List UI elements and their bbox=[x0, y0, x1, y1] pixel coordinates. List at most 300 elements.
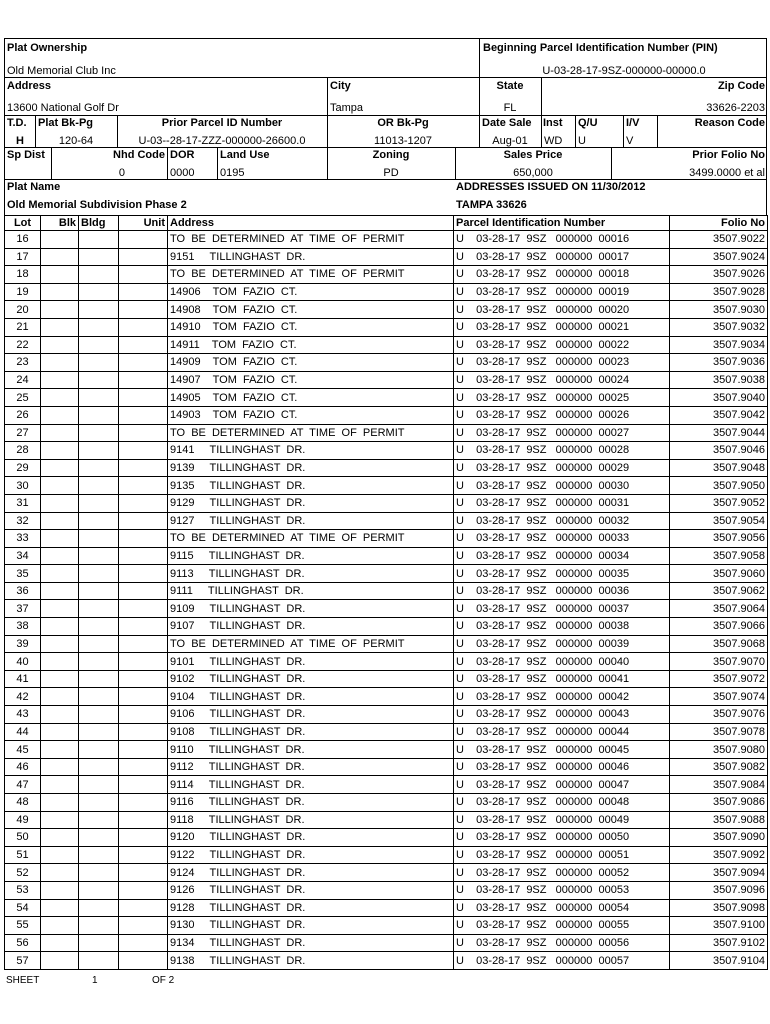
blk-cell bbox=[41, 723, 79, 741]
folio-cell: 3507.9046 bbox=[670, 442, 768, 460]
land-use-label: Land Use bbox=[220, 149, 270, 161]
bldg-cell bbox=[79, 389, 119, 407]
folio-cell: 3507.9036 bbox=[670, 354, 768, 372]
unit-cell bbox=[119, 635, 168, 653]
lot-cell: 37 bbox=[5, 600, 41, 618]
qu-value: U bbox=[578, 135, 586, 147]
lot-cell: 42 bbox=[5, 688, 41, 706]
address-cell: 9112 TILLINGHAST DR. bbox=[168, 758, 454, 776]
pin-cell: U 03-28-17 9SZ 000000 00051 bbox=[454, 846, 670, 864]
unit-cell bbox=[119, 442, 168, 460]
pin-cell: U 03-28-17 9SZ 000000 00028 bbox=[454, 442, 670, 460]
pin-cell: U 03-28-17 9SZ 000000 00029 bbox=[454, 459, 670, 477]
table-row bbox=[5, 547, 768, 565]
bldg-cell bbox=[79, 494, 119, 512]
folio-cell: 3507.9100 bbox=[670, 917, 768, 935]
table-row bbox=[5, 582, 768, 600]
table-row bbox=[5, 952, 768, 970]
bldg-cell bbox=[79, 565, 119, 583]
blk-cell bbox=[41, 794, 79, 812]
td-value: H bbox=[16, 135, 24, 147]
unit-cell bbox=[119, 653, 168, 671]
lot-cell: 55 bbox=[5, 917, 41, 935]
folio-cell: 3507.9072 bbox=[670, 670, 768, 688]
pin-cell: U 03-28-17 9SZ 000000 00019 bbox=[454, 283, 670, 301]
address-cell: 14911 TOM FAZIO CT. bbox=[168, 336, 454, 354]
lot-cell: 54 bbox=[5, 899, 41, 917]
sheet-number: 1 bbox=[92, 975, 98, 986]
folio-cell: 3507.9030 bbox=[670, 301, 768, 319]
table-row bbox=[5, 934, 768, 952]
address-cell: 9104 TILLINGHAST DR. bbox=[168, 688, 454, 706]
bldg-cell bbox=[79, 723, 119, 741]
blk-cell bbox=[41, 776, 79, 794]
pin-cell: U 03-28-17 9SZ 000000 00039 bbox=[454, 635, 670, 653]
unit-cell bbox=[119, 266, 168, 284]
folio-cell: 3507.9060 bbox=[670, 565, 768, 583]
lot-cell: 41 bbox=[5, 670, 41, 688]
bldg-cell bbox=[79, 864, 119, 882]
bldg-cell bbox=[79, 917, 119, 935]
beginning-pin-value: U-03-28-17-9SZ-000000-00000.0 bbox=[542, 65, 706, 77]
lot-cell: 53 bbox=[5, 881, 41, 899]
inst-label: Inst bbox=[543, 117, 563, 129]
bldg-cell bbox=[79, 336, 119, 354]
address-cell: 9106 TILLINGHAST DR. bbox=[168, 706, 454, 724]
address-cell: TO BE DETERMINED AT TIME OF PERMIT bbox=[168, 635, 454, 653]
pin-cell: U 03-28-17 9SZ 000000 00032 bbox=[454, 512, 670, 530]
table-row bbox=[5, 231, 768, 249]
unit-cell bbox=[119, 811, 168, 829]
address-cell: 9114 TILLINGHAST DR. bbox=[168, 776, 454, 794]
table-row bbox=[5, 442, 768, 460]
unit-cell bbox=[119, 406, 168, 424]
unit-cell bbox=[119, 565, 168, 583]
pin-cell: U 03-28-17 9SZ 000000 00055 bbox=[454, 917, 670, 935]
address-cell: 9101 TILLINGHAST DR. bbox=[168, 653, 454, 671]
address-cell: 14908 TOM FAZIO CT. bbox=[168, 301, 454, 319]
bldg-cell bbox=[79, 406, 119, 424]
blk-cell bbox=[41, 653, 79, 671]
lot-cell: 33 bbox=[5, 530, 41, 548]
pin-cell: U 03-28-17 9SZ 000000 00024 bbox=[454, 371, 670, 389]
folio-cell: 3507.9044 bbox=[670, 424, 768, 442]
folio-cell: 3507.9098 bbox=[670, 899, 768, 917]
table-row bbox=[5, 459, 768, 477]
bldg-cell bbox=[79, 934, 119, 952]
bldg-cell bbox=[79, 442, 119, 460]
land-use-value: 0195 bbox=[220, 167, 245, 179]
bldg-cell bbox=[79, 952, 119, 970]
blk-cell bbox=[41, 952, 79, 970]
folio-cell: 3507.9054 bbox=[670, 512, 768, 530]
bldg-cell bbox=[79, 477, 119, 495]
pin-cell: U 03-28-17 9SZ 000000 00034 bbox=[454, 547, 670, 565]
td-label: T.D. bbox=[7, 117, 27, 129]
table-row bbox=[5, 494, 768, 512]
unit-cell bbox=[119, 829, 168, 847]
pin-cell: U 03-28-17 9SZ 000000 00049 bbox=[454, 811, 670, 829]
folio-cell: 3507.9022 bbox=[670, 231, 768, 249]
table-row bbox=[5, 600, 768, 618]
blk-cell bbox=[41, 301, 79, 319]
or-bk-pg-label: OR Bk-Pg bbox=[377, 117, 429, 129]
pin-cell: U 03-28-17 9SZ 000000 00043 bbox=[454, 706, 670, 724]
sp-dist-label: Sp Dist bbox=[7, 149, 45, 161]
pin-cell: U 03-28-17 9SZ 000000 00020 bbox=[454, 301, 670, 319]
folio-cell: 3507.9040 bbox=[670, 389, 768, 407]
pin-cell: U 03-28-17 9SZ 000000 00027 bbox=[454, 424, 670, 442]
folio-cell: 3507.9104 bbox=[670, 952, 768, 970]
folio-cell: 3507.9064 bbox=[670, 600, 768, 618]
blk-cell bbox=[41, 864, 79, 882]
lot-cell: 16 bbox=[5, 231, 41, 249]
table-row bbox=[5, 477, 768, 495]
table-row bbox=[5, 811, 768, 829]
address-cell: 9113 TILLINGHAST DR. bbox=[168, 565, 454, 583]
bldg-cell bbox=[79, 371, 119, 389]
prior-parcel-value: U-03--28-17-ZZZ-000000-26600.0 bbox=[138, 135, 306, 147]
blk-cell bbox=[41, 442, 79, 460]
unit-cell bbox=[119, 917, 168, 935]
zip-value: 33626-2203 bbox=[706, 102, 765, 114]
pin-cell: U 03-28-17 9SZ 000000 00040 bbox=[454, 653, 670, 671]
blk-cell bbox=[41, 354, 79, 372]
table-row bbox=[5, 248, 768, 266]
iv-value: V bbox=[626, 135, 634, 147]
folio-cell: 3507.9032 bbox=[670, 318, 768, 336]
folio-cell: 3507.9062 bbox=[670, 582, 768, 600]
unit-cell bbox=[119, 336, 168, 354]
pin-cell: U 03-28-17 9SZ 000000 00046 bbox=[454, 758, 670, 776]
address-cell: 9124 TILLINGHAST DR. bbox=[168, 864, 454, 882]
table-row bbox=[5, 530, 768, 548]
address-cell: TO BE DETERMINED AT TIME OF PERMIT bbox=[168, 424, 454, 442]
pin-cell: U 03-28-17 9SZ 000000 00022 bbox=[454, 336, 670, 354]
blk-cell bbox=[41, 899, 79, 917]
folio-cell: 3507.9088 bbox=[670, 811, 768, 829]
blk-cell bbox=[41, 389, 79, 407]
bldg-cell bbox=[79, 846, 119, 864]
lot-cell: 36 bbox=[5, 582, 41, 600]
lot-cell: 43 bbox=[5, 706, 41, 724]
bldg-cell bbox=[79, 758, 119, 776]
pin-cell: U 03-28-17 9SZ 000000 00016 bbox=[454, 231, 670, 249]
folio-cell: 3507.9068 bbox=[670, 635, 768, 653]
lot-cell: 31 bbox=[5, 494, 41, 512]
bldg-cell bbox=[79, 670, 119, 688]
unit-cell bbox=[119, 846, 168, 864]
zoning-value: PD bbox=[383, 167, 399, 179]
sheet-of: OF 2 bbox=[152, 975, 175, 986]
blk-cell bbox=[41, 600, 79, 618]
folio-cell: 3507.9066 bbox=[670, 618, 768, 636]
owner-value: Old Memorial Club Inc bbox=[7, 65, 116, 77]
bldg-cell bbox=[79, 635, 119, 653]
lot-cell: 46 bbox=[5, 758, 41, 776]
lot-cell: 23 bbox=[5, 354, 41, 372]
date-sale-value: Aug-01 bbox=[492, 135, 528, 147]
pin-cell: U 03-28-17 9SZ 000000 00025 bbox=[454, 389, 670, 407]
unit-cell bbox=[119, 512, 168, 530]
unit-cell bbox=[119, 758, 168, 776]
folio-cell: 3507.9026 bbox=[670, 266, 768, 284]
lot-cell: 45 bbox=[5, 741, 41, 759]
address-cell: 14907 TOM FAZIO CT. bbox=[168, 371, 454, 389]
qu-label: Q/U bbox=[578, 117, 598, 129]
bldg-cell bbox=[79, 899, 119, 917]
table-row bbox=[5, 635, 768, 653]
lot-cell: 51 bbox=[5, 846, 41, 864]
unit-cell bbox=[119, 881, 168, 899]
pin-cell: U 03-28-17 9SZ 000000 00045 bbox=[454, 741, 670, 759]
folio-cell: 3507.9048 bbox=[670, 459, 768, 477]
inst-value: WD bbox=[544, 135, 563, 147]
header-block bbox=[4, 38, 767, 216]
state-value: FL bbox=[503, 102, 517, 114]
blk-cell bbox=[41, 688, 79, 706]
pin-cell: U 03-28-17 9SZ 000000 00033 bbox=[454, 530, 670, 548]
address-cell: 9151 TILLINGHAST DR. bbox=[168, 248, 454, 266]
lot-cell: 29 bbox=[5, 459, 41, 477]
unit-cell bbox=[119, 547, 168, 565]
table-row bbox=[5, 688, 768, 706]
nhd-code-label: Nhd Code bbox=[113, 149, 165, 161]
sales-price-label: Sales Price bbox=[503, 149, 563, 161]
unit-cell bbox=[119, 389, 168, 407]
unit-cell bbox=[119, 582, 168, 600]
plat-name-label: Plat Name bbox=[7, 181, 61, 193]
blk-cell bbox=[41, 881, 79, 899]
lot-cell: 34 bbox=[5, 547, 41, 565]
address-cell: 9135 TILLINGHAST DR. bbox=[168, 477, 454, 495]
table-row bbox=[5, 881, 768, 899]
blk-cell bbox=[41, 917, 79, 935]
bldg-cell bbox=[79, 459, 119, 477]
lot-cell: 32 bbox=[5, 512, 41, 530]
pin-cell: U 03-28-17 9SZ 000000 00057 bbox=[454, 952, 670, 970]
lot-cell: 27 bbox=[5, 424, 41, 442]
pin-cell: U 03-28-17 9SZ 000000 00044 bbox=[454, 723, 670, 741]
lot-cell: 28 bbox=[5, 442, 41, 460]
blk-cell bbox=[41, 706, 79, 724]
unit-cell bbox=[119, 283, 168, 301]
unit-cell bbox=[119, 231, 168, 249]
address-cell: 9107 TILLINGHAST DR. bbox=[168, 618, 454, 636]
table-row bbox=[5, 336, 768, 354]
reason-code-label: Reason Code bbox=[694, 117, 765, 129]
address-cell: TO BE DETERMINED AT TIME OF PERMIT bbox=[168, 266, 454, 284]
plat-ownership-label: Plat Ownership bbox=[7, 42, 88, 54]
unit-cell bbox=[119, 741, 168, 759]
folio-cell: 3507.9056 bbox=[670, 530, 768, 548]
lot-cell: 48 bbox=[5, 794, 41, 812]
unit-cell bbox=[119, 301, 168, 319]
address-cell: 9134 TILLINGHAST DR. bbox=[168, 934, 454, 952]
lot-cell: 26 bbox=[5, 406, 41, 424]
pin-cell: U 03-28-17 9SZ 000000 00036 bbox=[454, 582, 670, 600]
table-row bbox=[5, 829, 768, 847]
zip-label: Zip Code bbox=[717, 80, 765, 92]
table-row bbox=[5, 864, 768, 882]
bldg-cell bbox=[79, 266, 119, 284]
table-row bbox=[5, 741, 768, 759]
address-cell: 9102 TILLINGHAST DR. bbox=[168, 670, 454, 688]
table-row bbox=[5, 758, 768, 776]
pin-cell: U 03-28-17 9SZ 000000 00048 bbox=[454, 794, 670, 812]
bldg-cell bbox=[79, 354, 119, 372]
bldg-cell bbox=[79, 811, 119, 829]
address-cell: 9109 TILLINGHAST DR. bbox=[168, 600, 454, 618]
table-row bbox=[5, 776, 768, 794]
bldg-header: Bldg bbox=[79, 216, 119, 231]
blk-cell bbox=[41, 336, 79, 354]
table-header-row bbox=[5, 216, 768, 231]
blk-cell bbox=[41, 371, 79, 389]
blk-cell bbox=[41, 477, 79, 495]
lot-cell: 50 bbox=[5, 829, 41, 847]
bldg-cell bbox=[79, 881, 119, 899]
blk-cell bbox=[41, 758, 79, 776]
pin-cell: U 03-28-17 9SZ 000000 00041 bbox=[454, 670, 670, 688]
folio-cell: 3507.9076 bbox=[670, 706, 768, 724]
bldg-cell bbox=[79, 706, 119, 724]
lot-cell: 38 bbox=[5, 618, 41, 636]
unit-cell bbox=[119, 530, 168, 548]
folio-cell: 3507.9092 bbox=[670, 846, 768, 864]
folio-cell: 3507.9070 bbox=[670, 653, 768, 671]
address-cell: 9118 TILLINGHAST DR. bbox=[168, 811, 454, 829]
lot-cell: 19 bbox=[5, 283, 41, 301]
lot-cell: 40 bbox=[5, 653, 41, 671]
table-row bbox=[5, 512, 768, 530]
table-row bbox=[5, 371, 768, 389]
pin-cell: U 03-28-17 9SZ 000000 00038 bbox=[454, 618, 670, 636]
table-row bbox=[5, 318, 768, 336]
table-row bbox=[5, 670, 768, 688]
lot-cell: 49 bbox=[5, 811, 41, 829]
folio-cell: 3507.9024 bbox=[670, 248, 768, 266]
folio-cell: 3507.9034 bbox=[670, 336, 768, 354]
bldg-cell bbox=[79, 512, 119, 530]
sheet-label: SHEET bbox=[6, 975, 40, 986]
lot-cell: 18 bbox=[5, 266, 41, 284]
bldg-cell bbox=[79, 829, 119, 847]
bldg-cell bbox=[79, 618, 119, 636]
table-row bbox=[5, 706, 768, 724]
unit-cell bbox=[119, 477, 168, 495]
blk-cell bbox=[41, 547, 79, 565]
address-cell: 9122 TILLINGHAST DR. bbox=[168, 846, 454, 864]
pin-cell: U 03-28-17 9SZ 000000 00018 bbox=[454, 266, 670, 284]
blk-cell bbox=[41, 811, 79, 829]
pin-cell: U 03-28-17 9SZ 000000 00030 bbox=[454, 477, 670, 495]
address-cell: 9129 TILLINGHAST DR. bbox=[168, 494, 454, 512]
lot-cell: 56 bbox=[5, 934, 41, 952]
unit-cell bbox=[119, 952, 168, 970]
lot-cell: 30 bbox=[5, 477, 41, 495]
unit-cell bbox=[119, 600, 168, 618]
folio-cell: 3507.9050 bbox=[670, 477, 768, 495]
pin-cell: U 03-28-17 9SZ 000000 00054 bbox=[454, 899, 670, 917]
blk-cell bbox=[41, 459, 79, 477]
bldg-cell bbox=[79, 283, 119, 301]
unit-cell bbox=[119, 318, 168, 336]
address-cell: 14903 TOM FAZIO CT. bbox=[168, 406, 454, 424]
zoning-label: Zoning bbox=[372, 149, 410, 161]
bldg-cell bbox=[79, 424, 119, 442]
dor-value: 0000 bbox=[170, 167, 195, 179]
address-cell: 9138 TILLINGHAST DR. bbox=[168, 952, 454, 970]
blk-cell bbox=[41, 283, 79, 301]
state-label: State bbox=[496, 80, 524, 92]
blk-cell bbox=[41, 582, 79, 600]
pin-cell: U 03-28-17 9SZ 000000 00047 bbox=[454, 776, 670, 794]
blk-cell bbox=[41, 512, 79, 530]
folio-cell: 3507.9082 bbox=[670, 758, 768, 776]
unit-cell bbox=[119, 354, 168, 372]
bldg-cell bbox=[79, 794, 119, 812]
address-cell: 14905 TOM FAZIO CT. bbox=[168, 389, 454, 407]
address-label: Address bbox=[7, 80, 52, 92]
plat-name-value: Old Memorial Subdivision Phase 2 bbox=[7, 199, 187, 211]
address-cell: 9128 TILLINGHAST DR. bbox=[168, 899, 454, 917]
table-row bbox=[5, 565, 768, 583]
pin-cell: U 03-28-17 9SZ 000000 00052 bbox=[454, 864, 670, 882]
bldg-cell bbox=[79, 741, 119, 759]
unit-cell bbox=[119, 706, 168, 724]
lot-cell: 35 bbox=[5, 565, 41, 583]
table-row bbox=[5, 301, 768, 319]
pin-cell: U 03-28-17 9SZ 000000 00053 bbox=[454, 881, 670, 899]
address-value: 13600 National Golf Dr bbox=[7, 102, 119, 114]
unit-header: Unit bbox=[119, 216, 168, 231]
date-sale-label: Date Sale bbox=[482, 117, 532, 129]
bldg-cell bbox=[79, 688, 119, 706]
blk-cell bbox=[41, 248, 79, 266]
lot-cell: 39 bbox=[5, 635, 41, 653]
blk-cell bbox=[41, 406, 79, 424]
blk-cell bbox=[41, 635, 79, 653]
pin-cell: U 03-28-17 9SZ 000000 00026 bbox=[454, 406, 670, 424]
city-label: City bbox=[330, 80, 351, 92]
bldg-cell bbox=[79, 248, 119, 266]
address-cell: TO BE DETERMINED AT TIME OF PERMIT bbox=[168, 231, 454, 249]
prior-folio-value: 3499.0000 et al bbox=[689, 167, 765, 179]
address-cell: 14906 TOM FAZIO CT. bbox=[168, 283, 454, 301]
address-cell: 14910 TOM FAZIO CT. bbox=[168, 318, 454, 336]
table-row bbox=[5, 283, 768, 301]
table-row bbox=[5, 846, 768, 864]
plat-bk-pg-value: 120-64 bbox=[58, 135, 94, 147]
blk-header: Blk bbox=[41, 216, 79, 231]
address-cell: 9111 TILLINGHAST DR. bbox=[168, 582, 454, 600]
pin-cell: U 03-28-17 9SZ 000000 00050 bbox=[454, 829, 670, 847]
address-cell: 9130 TILLINGHAST DR. bbox=[168, 917, 454, 935]
address-header: Address bbox=[168, 216, 454, 231]
address-cell: TO BE DETERMINED AT TIME OF PERMIT bbox=[168, 530, 454, 548]
unit-cell bbox=[119, 248, 168, 266]
blk-cell bbox=[41, 846, 79, 864]
lot-cell: 22 bbox=[5, 336, 41, 354]
pin-header: Parcel Identification Number bbox=[454, 216, 670, 231]
address-cell: 9127 TILLINGHAST DR. bbox=[168, 512, 454, 530]
blk-cell bbox=[41, 670, 79, 688]
address-cell: 9126 TILLINGHAST DR. bbox=[168, 881, 454, 899]
lot-rows bbox=[5, 231, 768, 970]
unit-cell bbox=[119, 794, 168, 812]
address-cell: 9141 TILLINGHAST DR. bbox=[168, 442, 454, 460]
